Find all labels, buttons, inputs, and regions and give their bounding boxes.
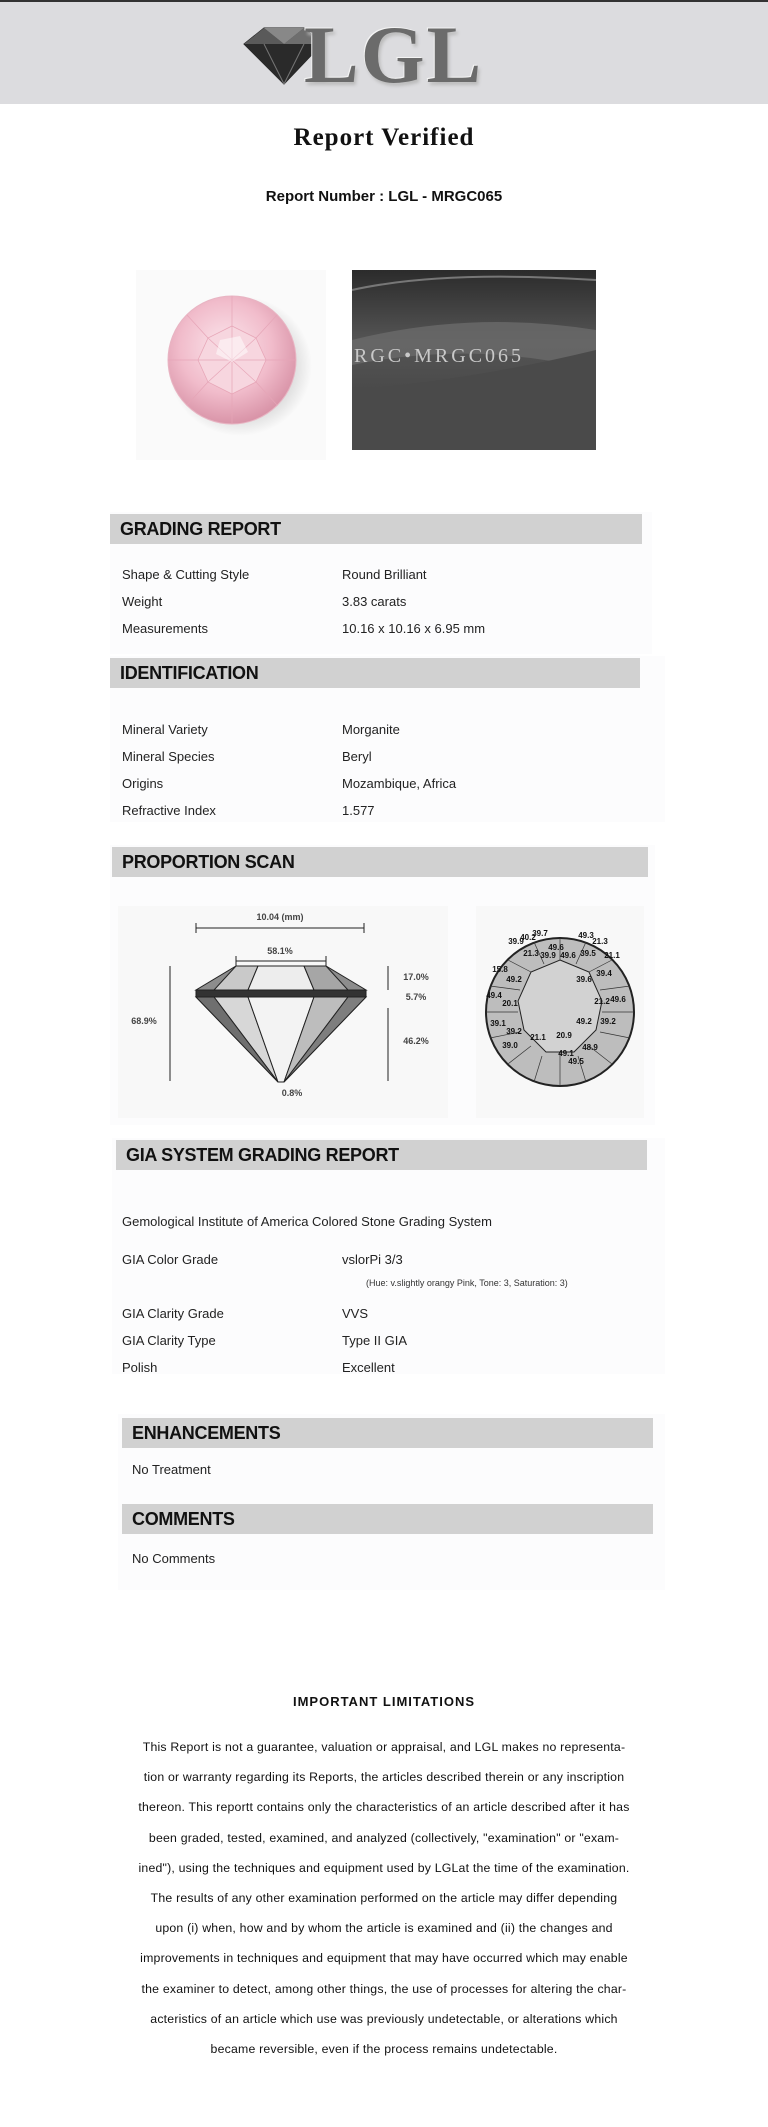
limitations-line: improvements in techniques and equipment that may have occurred which may enable	[140, 1951, 628, 1966]
row-value: Type II GIA	[342, 1333, 408, 1348]
facet-label: 49.6	[610, 995, 626, 1004]
facet-label: 49.5	[568, 1057, 584, 1066]
page-title: Report Verified	[293, 124, 475, 151]
row-value: vslorPi 3/3	[342, 1252, 403, 1267]
row-label: Measurements	[122, 621, 208, 636]
culet-label: 0.8%	[281, 1088, 303, 1098]
comments-heading: COMMENTS	[122, 1504, 653, 1534]
facet-label: 49.2	[506, 975, 522, 984]
row-value: Morganite	[342, 722, 400, 737]
gia-heading: GIA SYSTEM GRADING REPORT	[116, 1140, 647, 1170]
facet-label: 39.2	[506, 1027, 522, 1036]
row-label: Mineral Variety	[122, 722, 208, 737]
facet-label: 49.1	[558, 1049, 574, 1058]
row-label: GIA Color Grade	[122, 1252, 219, 1267]
limitations-line: the examiner to detect, among other things, the use of processes for altering the char-	[141, 1981, 627, 1996]
proportion-scan-heading: PROPORTION SCAN	[112, 847, 648, 877]
girdle-label: 5.7%	[405, 992, 427, 1002]
total-depth-label: 68.9%	[131, 1016, 157, 1026]
facet-label: 39.5	[580, 949, 596, 958]
diameter-label: 10.04 (mm)	[256, 912, 304, 922]
row-label: Weight	[122, 594, 163, 609]
facet-label: 20.1	[502, 999, 518, 1008]
row-label: Refractive Index	[122, 803, 216, 818]
identification-heading: IDENTIFICATION	[110, 658, 640, 688]
lgl-logo[interactable]	[232, 9, 492, 100]
facet-label: 39.2	[600, 1017, 616, 1026]
row-value: 3.83 carats	[342, 594, 407, 609]
facet-label: 39.0	[502, 1041, 518, 1050]
facet-label: 49.2	[576, 1017, 592, 1026]
row-label: GIA Clarity Grade	[122, 1306, 224, 1321]
profile-diagram	[118, 906, 448, 1118]
facet-label: 20.9	[556, 1031, 572, 1040]
report-number: Report Number : LGL - MRGC065	[265, 188, 503, 205]
row-value: VVS	[342, 1306, 369, 1321]
limitations-text	[112, 1732, 656, 2064]
limitations-line: acteristics of an article which use was previously undetectable, or alterations which	[150, 2011, 618, 2026]
gem-photo	[136, 270, 326, 460]
row-value: 10.16 x 10.16 x 6.95 mm	[342, 621, 486, 636]
facet-label: 49.4	[486, 991, 502, 1000]
row-value: Mozambique, Africa	[342, 776, 457, 791]
facet-label: 49.6	[560, 951, 576, 960]
comments-text: No Comments	[132, 1551, 216, 1566]
enhancements-heading: ENHANCEMENTS	[122, 1418, 653, 1448]
facet-label: 21.1	[604, 951, 620, 960]
limitations-line: upon (i) when, how and by whom the article is examined and (ii) the changes and	[155, 1921, 613, 1936]
row-value: 1.577	[342, 803, 375, 818]
gia-color-note: (Hue: v.slightly orangy Pink, Tone: 3, Saturation: 3)	[366, 1278, 568, 1288]
limitations-line: The results of any other examination performed on the article may differ depending	[150, 1891, 618, 1906]
limitations-line: became reversible, even if the process remains undetectable.	[210, 2042, 558, 2057]
top-view-diagram	[476, 906, 644, 1118]
facet-label: 21.1	[530, 1033, 546, 1042]
facet-label: 39.9	[508, 937, 524, 946]
limitations-line: This Report is not a guarantee, valuation or appraisal, and LGL makes no representa-	[142, 1740, 626, 1754]
facet-label: 39.1	[490, 1019, 506, 1028]
facet-label: 49.3	[578, 931, 594, 940]
row-label: Origins	[122, 776, 164, 791]
facet-label: 21.3	[523, 949, 539, 958]
inscription-text: RGC•MRGC065	[354, 345, 525, 367]
logo-text: LGL	[304, 9, 484, 100]
pavilion-label: 46.2%	[403, 1036, 429, 1046]
grading-report-heading: GRADING REPORT	[110, 514, 642, 544]
inscription-photo	[352, 270, 596, 450]
facet-label: 48.9	[582, 1043, 598, 1052]
row-value: Beryl	[342, 749, 372, 764]
limitations-line: tion or warranty regarding its Reports, the articles described therein or any inscription	[143, 1770, 625, 1785]
row-value: Round Brilliant	[342, 567, 427, 582]
facet-label: 21.3	[592, 937, 608, 946]
row-label: Mineral Species	[122, 749, 215, 764]
header-bar	[0, 0, 768, 104]
row-label: Polish	[122, 1360, 158, 1375]
facet-label: 40.2	[520, 933, 536, 942]
facet-label: 21.2	[594, 997, 610, 1006]
crown-label: 17.0%	[403, 972, 429, 982]
enhancements-text: No Treatment	[132, 1462, 211, 1477]
limitations-heading: IMPORTANT LIMITATIONS	[292, 1694, 476, 1709]
limitations-line: been graded, tested, examined, and analyzed (collectively, "examination" or "exam-	[148, 1830, 620, 1845]
facet-label: 39.7	[532, 929, 548, 938]
gia-system-name: Gemological Institute of America Colored Stone Grading System	[122, 1214, 492, 1229]
row-label: Shape & Cutting Style	[122, 567, 250, 582]
facet-label: 49.6	[548, 943, 564, 952]
facet-label: 39.9	[540, 951, 556, 960]
table-label: 58.1%	[267, 946, 293, 956]
facet-label: 39.4	[596, 969, 612, 978]
limitations-line: ined"), using the techniques and equipment used by LGLat the time of the examination.	[138, 1860, 630, 1875]
facet-label: 39.6	[576, 975, 592, 984]
facet-label: 15.8	[492, 965, 508, 974]
row-value: Excellent	[342, 1360, 395, 1375]
limitations-line: thereon. This reportt contains only the characteristics of an article described after it has	[138, 1800, 630, 1815]
row-label: GIA Clarity Type	[122, 1333, 216, 1348]
